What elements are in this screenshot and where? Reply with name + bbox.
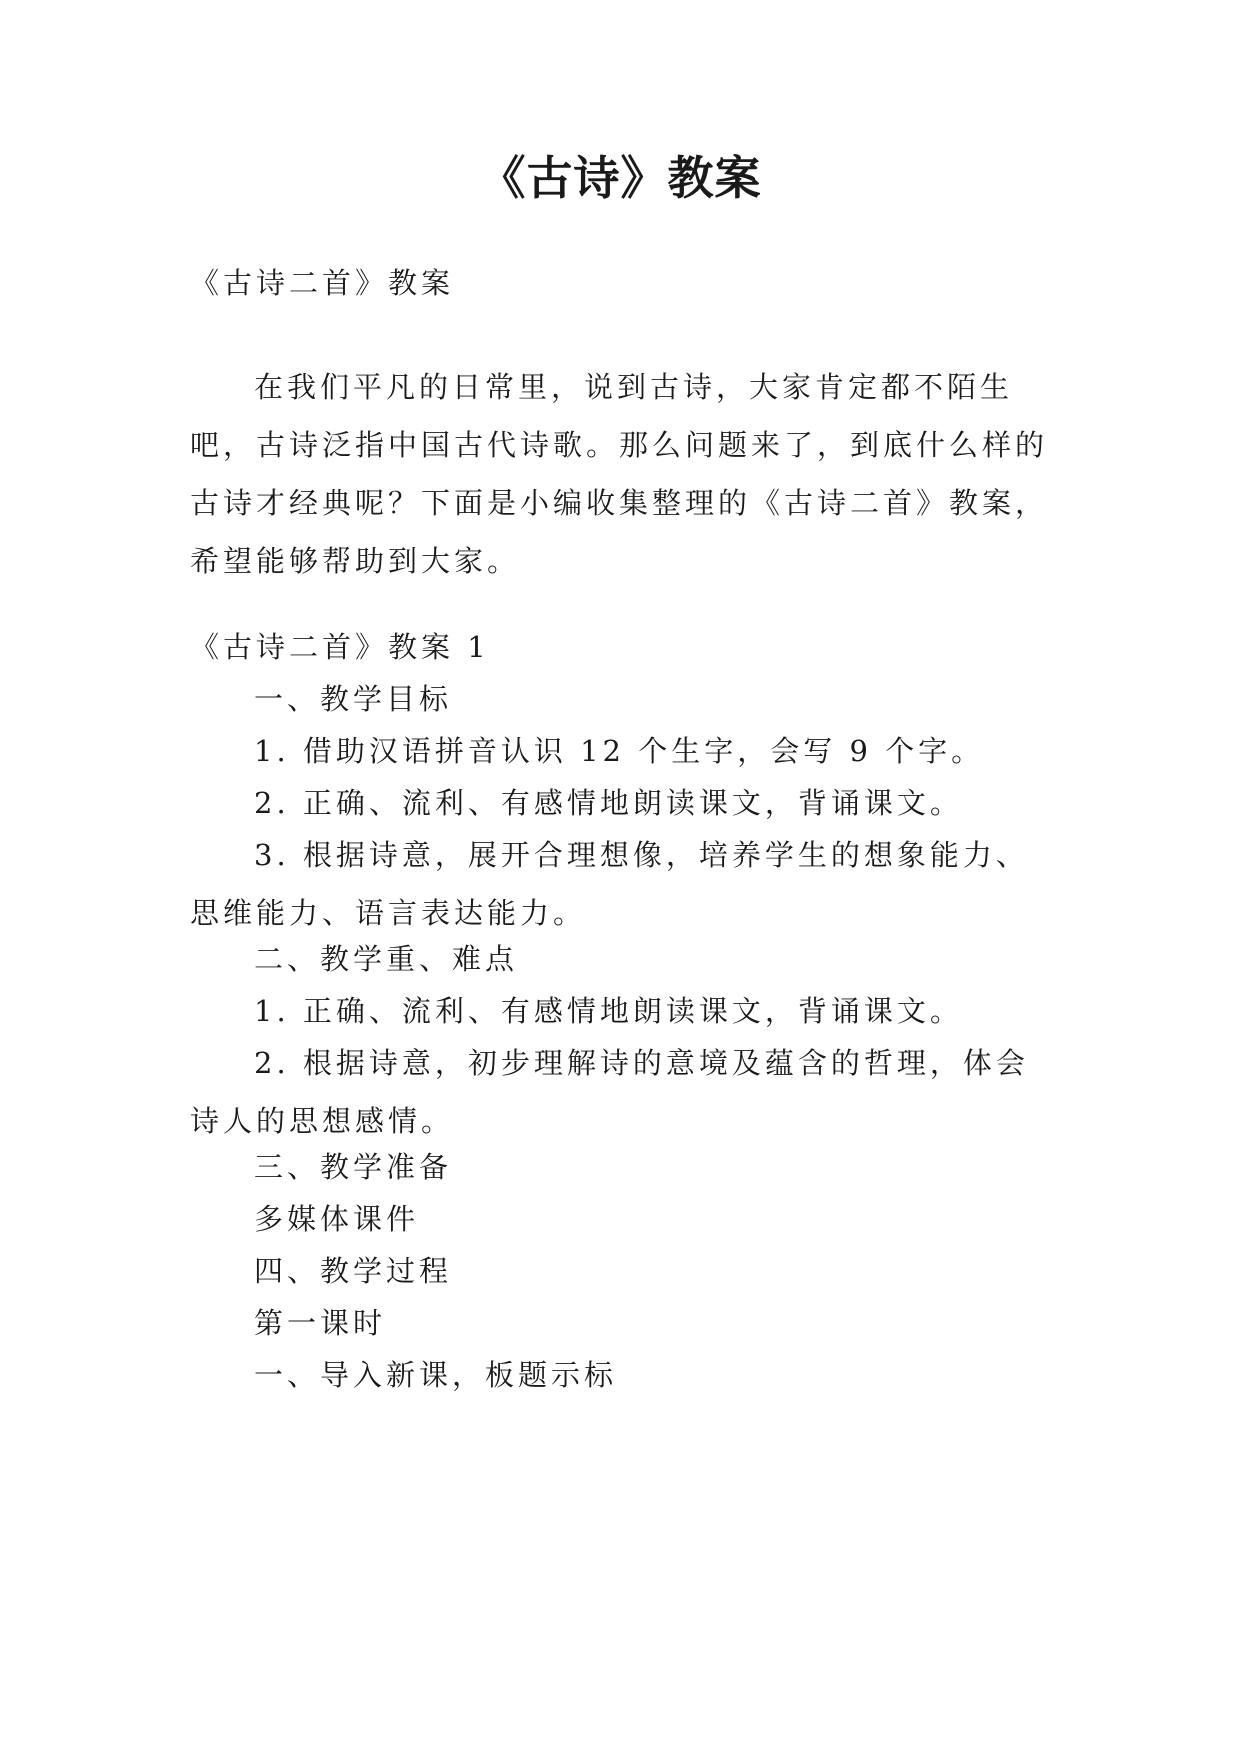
- goal-item-2: 2. 正确、流利、有感情地朗读课文，背诵课文。: [254, 786, 963, 820]
- heading-teaching-goals: 一、教学目标: [254, 682, 453, 716]
- preparation-item: 多媒体课件: [254, 1202, 420, 1236]
- key-point-1: 1. 正确、流利、有感情地朗读课文，背诵课文。: [254, 994, 963, 1028]
- intro-paragraph: 在我们平凡的日常里，说到古诗，大家肯定都不陌生吧，古诗泛指中国古代诗歌。那么问题来了，到底什么样的古诗才经典呢？下面是小编收集整理的《古诗二首》教案，希望能够帮助到大家。: [190, 370, 1049, 578]
- goal-item-3: 3. 根据诗意，展开合理想像，培养学生的想象能力、思维能力、语言表达能力。: [190, 838, 1029, 930]
- goal-item-1: 1. 借助汉语拼音认识 12 个生字，会写 9 个字。: [254, 734, 985, 768]
- document-subtitle: 《古诗二首》教案: [190, 266, 455, 300]
- first-lesson: 第一课时: [254, 1306, 387, 1340]
- key-point-2: 2. 根据诗意，初步理解诗的意境及蕴含的哲理，体会诗人的思想感情。: [190, 1046, 1029, 1138]
- heading-preparation: 三、教学准备: [254, 1150, 453, 1184]
- heading-key-points: 二、教学重、难点: [254, 942, 519, 976]
- lesson-step-1: 一、导入新课，板题示标: [254, 1358, 618, 1392]
- heading-process: 四、教学过程: [254, 1254, 453, 1288]
- section-heading: 《古诗二首》教案 1: [190, 630, 490, 664]
- document-title: 《古诗》教案: [479, 151, 762, 205]
